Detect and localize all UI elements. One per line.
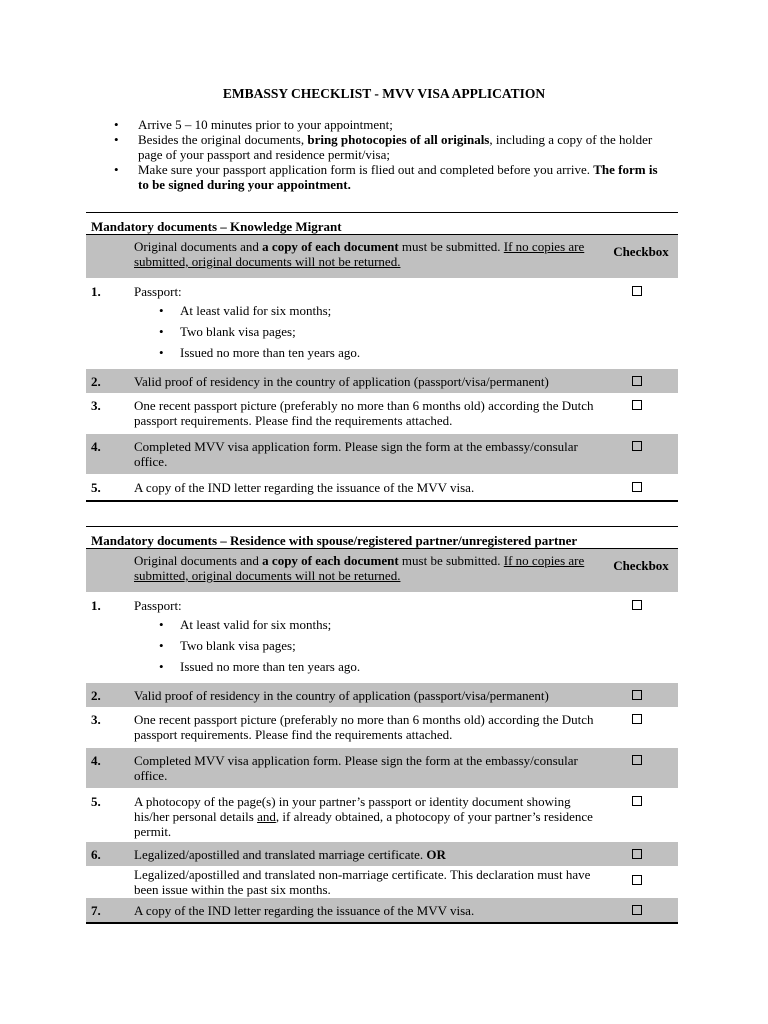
checkbox[interactable] [632, 376, 642, 386]
table-row: 1. Passport: • At least valid for six months; • Two blank visa pages; • Issued no more than ten years ago. [86, 278, 678, 369]
section-title: Mandatory documents – Residence with spouse/registered partner/unregistered partner [86, 527, 678, 549]
checkbox[interactable] [632, 600, 642, 610]
table-row: 5. A copy of the IND letter regarding the issuance of the MVV visa. [86, 474, 678, 500]
table-row: 2. Valid proof of residency in the country of application (passport/visa/permanent) [86, 683, 678, 707]
checkbox[interactable] [632, 714, 642, 724]
section-residence-partner [86, 526, 678, 924]
checkbox[interactable] [632, 755, 642, 765]
table-row: 6. Legalized/apostilled and translated marriage certificate. OR [86, 842, 678, 866]
header-row: Original documents and a copy of each document must be submitted. If no copies are submitted, original documents will not be returned. Checkbox [86, 549, 678, 592]
checkbox[interactable] [632, 849, 642, 859]
intro-item: • Arrive 5 – 10 minutes prior to your appointment; [110, 117, 670, 132]
section-title: Mandatory documents – Knowledge Migrant [86, 213, 678, 235]
table-row: 5. A photocopy of the page(s) in your partner’s passport or identity document showing his/her personal details and, if already obtained, a photocopy of your partner’s residence permit. [86, 788, 678, 842]
checkbox[interactable] [632, 400, 642, 410]
checkbox[interactable] [632, 482, 642, 492]
checkbox[interactable] [632, 875, 642, 885]
checkbox[interactable] [632, 690, 642, 700]
section-knowledge-migrant [86, 212, 678, 502]
page-title: EMBASSY CHECKLIST - MVV VISA APPLICATION [222, 86, 546, 101]
checkbox[interactable] [632, 905, 642, 915]
table-row: 1. Passport: • At least valid for six months; • Two blank visa pages; • Issued no more than ten years ago. [86, 592, 678, 683]
checkbox-column-header: Checkbox [613, 244, 669, 259]
table-row: 4. Completed MVV visa application form. Please sign the form at the embassy/consular office. [86, 748, 678, 788]
intro-item: • Make sure your passport application form is flied out and completed before you arrive. The form is to be signed during your appointment. [110, 162, 670, 192]
table-row: 7. A copy of the IND letter regarding the issuance of the MVV visa. [86, 898, 678, 922]
table-row: Legalized/apostilled and translated non-marriage certificate. This declaration must have been issue within the past six months. [86, 866, 678, 898]
checkbox-column-header: Checkbox [613, 558, 669, 573]
table-row: 4. Completed MVV visa application form. Please sign the form at the embassy/consular office. [86, 434, 678, 474]
checkbox[interactable] [632, 441, 642, 451]
table-row: 3. One recent passport picture (preferably no more than 6 months old) according the Dutch passport requirements. Please find the requirements attached. [86, 393, 678, 434]
checkbox[interactable] [632, 796, 642, 806]
table-row: 2. Valid proof of residency in the country of application (passport/visa/permanent) [86, 369, 678, 393]
header-row: Original documents and a copy of each document must be submitted. If no copies are submitted, original documents will not be returned. Checkbox [86, 235, 678, 278]
intro-item: • Besides the original documents, bring photocopies of all originals, including a copy of the holder page of your passport and residence permit/visa; [110, 132, 670, 162]
checkbox[interactable] [632, 286, 642, 296]
table-row: 3. One recent passport picture (preferably no more than 6 months old) according the Dutch passport requirements. Please find the requirements attached. [86, 707, 678, 748]
intro-list [110, 117, 670, 192]
